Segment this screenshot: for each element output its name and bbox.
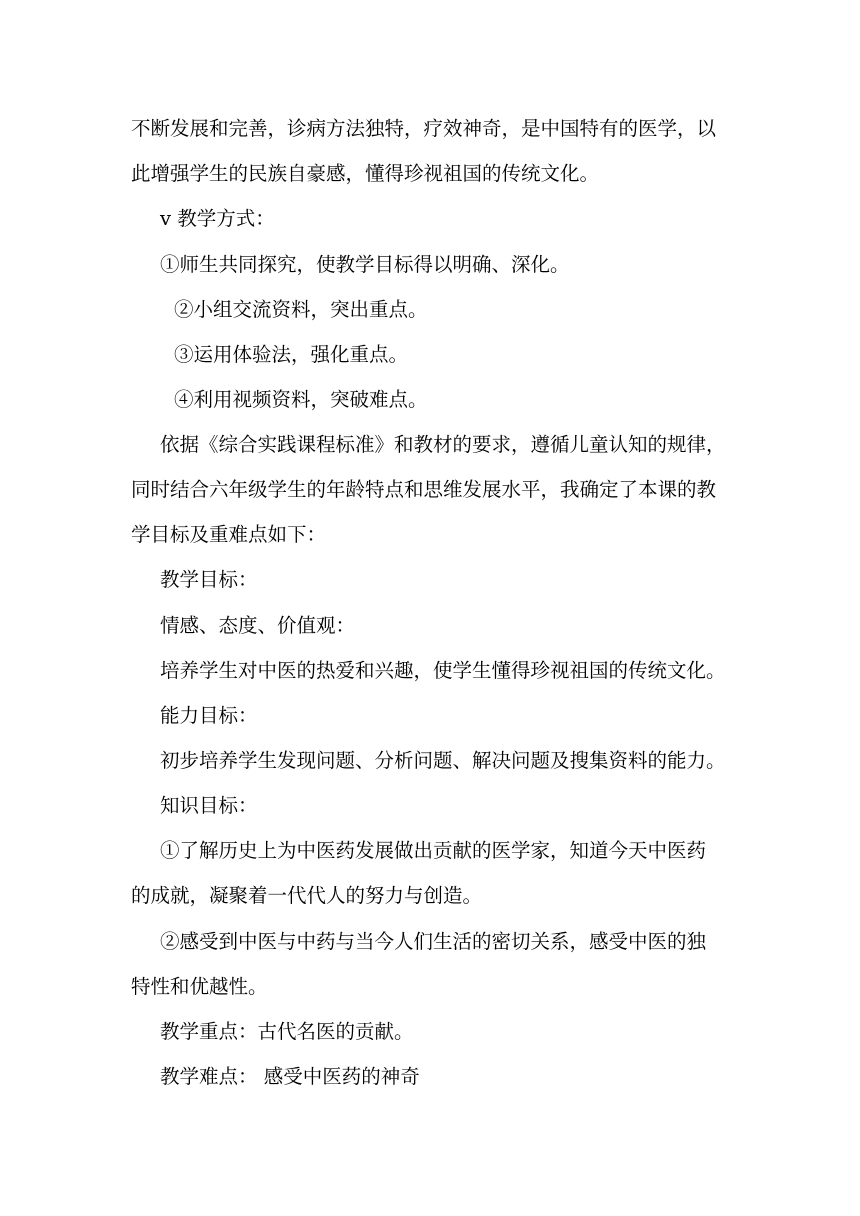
list-item: ①了解历史上为中医药发展做出贡献的医学家，知道今天中医药 (160, 839, 707, 862)
section-heading: v 教学方式： (160, 207, 275, 230)
paragraph-line: 培养学生对中医的热爱和兴趣，使学生懂得珍视祖国的传统文化。 (160, 659, 726, 682)
paragraph-line: 学目标及重难点如下： (131, 523, 327, 546)
paragraph-line: 依据《综合实践课程标准》和教材的要求，遵循儿童认知的规律， (160, 433, 726, 456)
list-item: ④利用视频资料，突破难点。 (174, 388, 428, 411)
paragraph-line: 同时结合六年级学生的年龄特点和思维发展水平，我确定了本课的教 (131, 478, 717, 501)
paragraph-line: 此增强学生的民族自豪感，懂得珍视祖国的传统文化。 (131, 162, 600, 185)
section-heading: 能力目标： (160, 704, 258, 727)
list-item: ③运用体验法，强化重点。 (174, 343, 409, 366)
section-heading: 情感、态度、价值观： (160, 614, 356, 637)
paragraph-line: 教学重点：古代名医的贡献。 (160, 1020, 414, 1043)
list-item: ①师生共同探究，使教学目标得以明确、深化。 (160, 253, 570, 276)
paragraph-line: 的成就，凝聚着一代代人的努力与创造。 (131, 884, 483, 907)
section-heading: 知识目标： (160, 794, 258, 817)
paragraph-line: 特性和优越性。 (131, 975, 268, 998)
paragraph-line: 不断发展和完善，诊病方法独特，疗效神奇，是中国特有的医学，以 (131, 117, 717, 140)
paragraph-line: 初步培养学生发现问题、分析问题、解决问题及搜集资料的能力。 (160, 749, 726, 772)
list-item: ②感受到中医与中药与当今人们生活的密切关系，感受中医的独 (160, 930, 707, 953)
list-item: ②小组交流资料，突出重点。 (174, 298, 428, 321)
section-heading: 教学目标： (160, 568, 258, 591)
paragraph-line: 教学难点： 感受中医药的神奇 (160, 1065, 420, 1088)
